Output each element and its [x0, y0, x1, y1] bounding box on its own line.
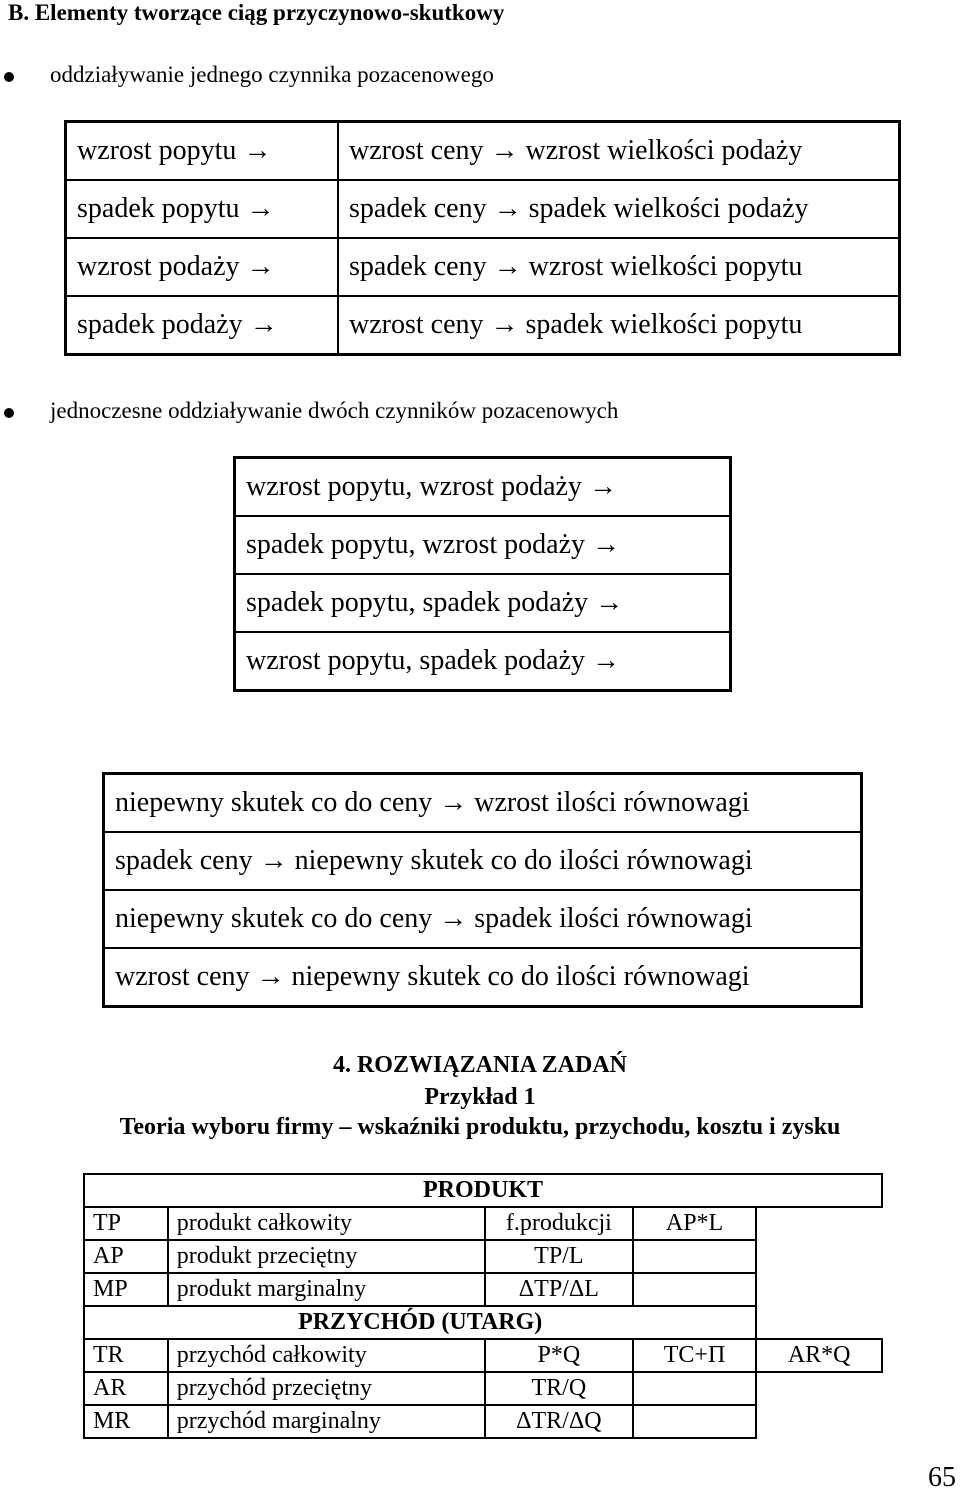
arrow-icon: → — [592, 529, 621, 560]
formula-cell — [633, 1405, 757, 1438]
table-row — [66, 296, 900, 355]
formula-cell: P*Q — [485, 1339, 633, 1372]
formula-cell: ΔTP/ΔL — [485, 1273, 633, 1306]
table-row — [84, 1240, 882, 1273]
table-row — [66, 180, 900, 238]
arrow-icon: → — [490, 135, 519, 166]
table-row — [104, 948, 862, 1007]
formula-cell: AP*L — [633, 1207, 757, 1240]
bullet-text: jednoczesne oddziaływanie dwóch czynników pozacenowych — [50, 398, 619, 423]
formula-cell: TP/L — [485, 1240, 633, 1273]
przychod-header: PRZYCHÓD (UTARG) — [84, 1306, 756, 1339]
subtitle-heading: Teoria wyboru firmy – wskaźniki produktu, przychodu, kosztu i zysku — [119, 1114, 841, 1140]
arrow-icon: → — [439, 903, 468, 934]
cause-cell: wzrost popytu, spadek podaży → — [235, 632, 731, 691]
formula-cell — [633, 1273, 757, 1306]
example-heading: Przykład 1 — [424, 1084, 536, 1110]
table-row — [235, 632, 731, 691]
arrow-icon: → — [588, 471, 617, 502]
effect-cell: wzrost ceny → wzrost wielkości podaży — [338, 122, 900, 181]
arrow-icon: → — [249, 309, 278, 340]
effect-cell: spadek ceny → niepewny skutek co do ilości równowagi — [104, 832, 862, 890]
name-cell: produkt marginalny — [168, 1273, 485, 1306]
table-row — [84, 1207, 882, 1240]
abbr-cell: AR — [84, 1372, 168, 1405]
cause-cell: spadek popytu, wzrost podaży → — [235, 516, 731, 574]
cause-cell: spadek popytu → — [66, 180, 339, 238]
arrow-icon: → — [246, 251, 275, 282]
cause-cell: wzrost popytu, wzrost podaży → — [235, 458, 731, 517]
table-row — [84, 1339, 882, 1372]
formula-cell — [756, 1207, 882, 1240]
cause-cell: spadek podaży → — [66, 296, 339, 355]
formula-cell: f.produkcji — [485, 1207, 633, 1240]
bullet-text: oddziaływanie jednego czynnika pozacenowego — [50, 62, 494, 87]
table-row — [66, 122, 900, 181]
formula-cell — [756, 1372, 882, 1405]
effect-cell: spadek ceny → spadek wielkości podaży — [338, 180, 900, 238]
table-row — [84, 1372, 882, 1405]
table-row — [84, 1306, 882, 1339]
definitions-table — [83, 1173, 883, 1439]
section-title: B. Elementy tworzące ciąg przyczynowo-skutkowy — [8, 0, 505, 25]
arrow-icon: → — [490, 309, 519, 340]
formula-cell — [756, 1273, 882, 1306]
abbr-cell: AP — [84, 1240, 168, 1273]
table-row — [104, 890, 862, 948]
effect-cell: wzrost ceny → niepewny skutek co do ilości równowagi — [104, 948, 862, 1007]
bullet-item — [0, 398, 960, 426]
page-number: 65 — [928, 1462, 956, 1493]
arrow-icon: → — [246, 193, 275, 224]
formula-cell — [633, 1240, 757, 1273]
arrow-icon: → — [595, 587, 624, 618]
arrow-icon: → — [439, 787, 468, 818]
chapter-heading: 4. ROZWIĄZANIA ZADAŃ — [332, 1052, 628, 1078]
arrow-icon: → — [592, 645, 621, 676]
formula-cell — [633, 1372, 757, 1405]
formula-cell: TC+Π — [633, 1339, 757, 1372]
bullet-dot-icon — [4, 72, 14, 82]
table-row — [235, 516, 731, 574]
cause-cell: wzrost popytu → — [66, 122, 339, 181]
cause-cell: spadek popytu, spadek podaży → — [235, 574, 731, 632]
abbr-cell: TR — [84, 1339, 168, 1372]
abbr-cell: MP — [84, 1273, 168, 1306]
name-cell: przychód przeciętny — [168, 1372, 485, 1405]
table-row — [235, 458, 731, 517]
table-row — [84, 1405, 882, 1438]
arrow-icon: → — [259, 845, 288, 876]
arrow-icon: → — [493, 193, 522, 224]
name-cell: przychód całkowity — [168, 1339, 485, 1372]
formula-cell — [756, 1405, 882, 1438]
abbr-cell: TP — [84, 1207, 168, 1240]
effect-cell: spadek ceny → wzrost wielkości popytu — [338, 238, 900, 296]
bullet-dot-icon — [4, 408, 14, 418]
formula-cell: AR*Q — [756, 1339, 882, 1372]
table-row — [104, 774, 862, 833]
table-row — [84, 1174, 882, 1207]
single-factor-table — [64, 120, 901, 356]
effect-cell: niepewny skutek co do ceny → wzrost ilości równowagi — [104, 774, 862, 833]
abbr-cell: MR — [84, 1405, 168, 1438]
table-row — [84, 1273, 882, 1306]
bullet-item — [0, 62, 960, 90]
two-factor-effect-table — [102, 772, 863, 1008]
arrow-icon: → — [243, 135, 272, 166]
arrow-icon: → — [493, 251, 522, 282]
table-row — [66, 238, 900, 296]
two-factor-cause-table — [233, 456, 732, 692]
effect-cell: niepewny skutek co do ceny → spadek ilości równowagi — [104, 890, 862, 948]
name-cell: produkt całkowity — [168, 1207, 485, 1240]
formula-cell — [756, 1240, 882, 1273]
effect-cell: wzrost ceny → spadek wielkości popytu — [338, 296, 900, 355]
table-row — [104, 832, 862, 890]
name-cell: przychód marginalny — [168, 1405, 485, 1438]
produkt-header: PRODUKT — [84, 1174, 882, 1207]
name-cell: produkt przeciętny — [168, 1240, 485, 1273]
arrow-icon: → — [256, 961, 285, 992]
formula-cell: TR/Q — [485, 1372, 633, 1405]
formula-cell: ΔTR/ΔQ — [485, 1405, 633, 1438]
cause-cell: wzrost podaży → — [66, 238, 339, 296]
table-row — [235, 574, 731, 632]
